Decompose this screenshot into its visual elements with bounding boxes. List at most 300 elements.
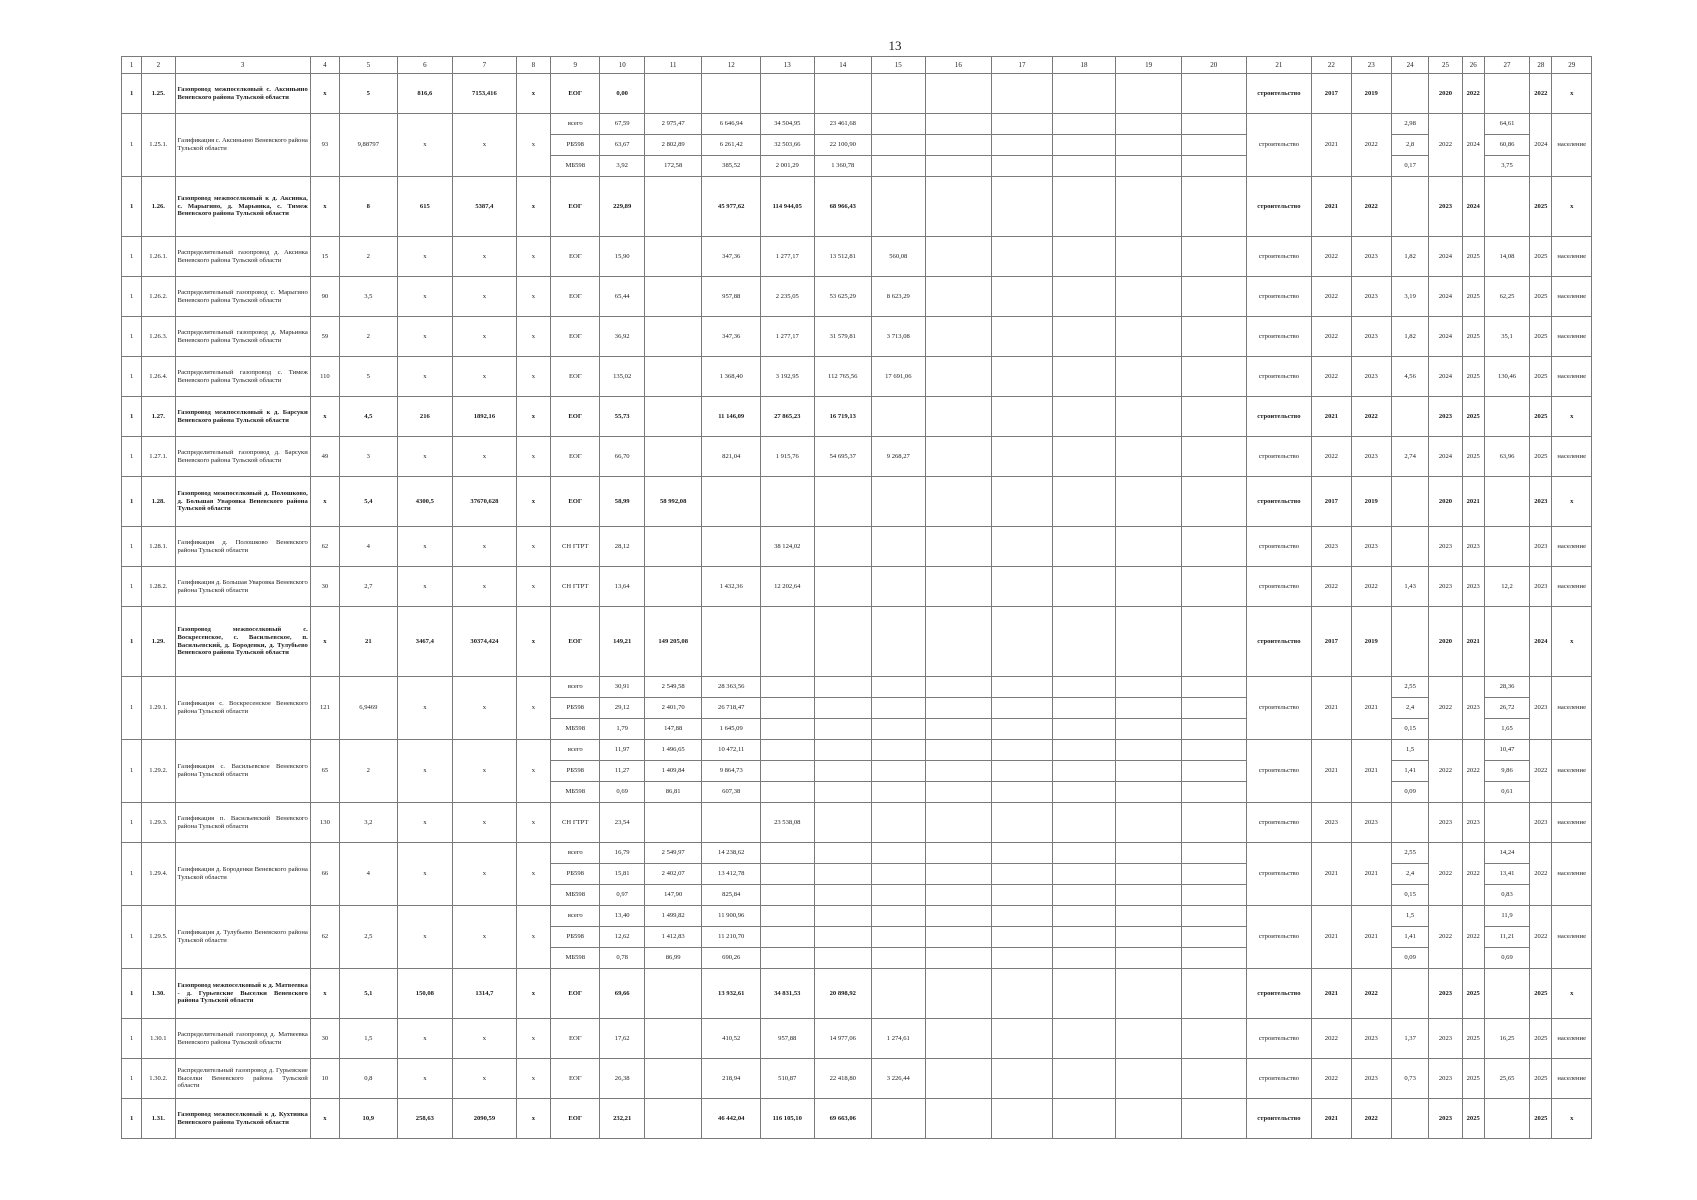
year-cell: 2024 xyxy=(1462,114,1484,177)
empty-cell xyxy=(992,397,1053,437)
item-number-cell: 1.29.1. xyxy=(142,677,175,740)
year-amount-cell: 1 432,36 xyxy=(702,567,761,607)
empty-cell xyxy=(1116,1019,1182,1059)
end-year-cell: 2019 xyxy=(1351,74,1391,114)
year-amount-cell xyxy=(644,803,702,843)
total-cost-cell: 23,54 xyxy=(600,803,644,843)
empty-cell xyxy=(1116,969,1182,1019)
year-cell: 2022 xyxy=(1462,74,1484,114)
total-cost-cell: 0,78 xyxy=(600,948,644,969)
total-cost-cell: 69,66 xyxy=(600,969,644,1019)
empty-cell xyxy=(925,317,992,357)
category-cell: х xyxy=(1552,1099,1592,1139)
year-amount-cell: 2 401,70 xyxy=(644,698,702,719)
item-number-cell: 1.27. xyxy=(142,397,175,437)
table-row xyxy=(122,906,1592,927)
value-cell xyxy=(1391,177,1428,237)
year-amount-cell: 69 663,06 xyxy=(814,1099,872,1139)
empty-cell xyxy=(1181,1059,1246,1099)
year-cell: 2025 xyxy=(1462,397,1484,437)
year-amount-cell xyxy=(761,698,815,719)
work-type-cell: строительство xyxy=(1246,969,1312,1019)
length-km-cell: 5 xyxy=(340,357,398,397)
section-cell: 1 xyxy=(122,740,142,803)
empty-cell xyxy=(992,1099,1053,1139)
col8-cell: х xyxy=(516,567,550,607)
year-cell: 2022 xyxy=(1429,740,1462,803)
empty-cell xyxy=(992,317,1053,357)
col8-cell: х xyxy=(516,277,550,317)
empty-cell xyxy=(1116,114,1182,135)
empty-cell xyxy=(992,1059,1053,1099)
total-cost-cell: 3,92 xyxy=(600,156,644,177)
object-name-cell: Распределительный газопровод д. Гурьевские Выселки Веневского района Тульской области xyxy=(175,1059,310,1099)
category-cell: население xyxy=(1552,437,1592,477)
year-cell: 2020 xyxy=(1429,607,1462,677)
total-cost-cell: 11,27 xyxy=(600,761,644,782)
year-amount-cell xyxy=(872,803,926,843)
empty-cell xyxy=(925,803,992,843)
value-cell: 1,65 xyxy=(1484,719,1529,740)
empty-cell xyxy=(925,156,992,177)
value-cell xyxy=(1484,177,1529,237)
year-amount-cell xyxy=(761,885,815,906)
object-name-cell: Распределительный газопровод д. Матвеевка Веневского района Тульской области xyxy=(175,1019,310,1059)
empty-cell xyxy=(992,782,1053,803)
empty-cell xyxy=(925,864,992,885)
funding-source-cell: ЕОГ xyxy=(551,1059,600,1099)
value-cell: 2,98 xyxy=(1391,114,1428,135)
year-amount-cell xyxy=(644,527,702,567)
empty-cell xyxy=(925,719,992,740)
funding-source-cell: РБ598 xyxy=(551,927,600,948)
empty-cell xyxy=(992,277,1053,317)
start-year-cell: 2021 xyxy=(1312,677,1351,740)
empty-cell xyxy=(1052,927,1116,948)
value-cell: 0,83 xyxy=(1484,885,1529,906)
total-cost-cell: 11,97 xyxy=(600,740,644,761)
value-cell: 26,72 xyxy=(1484,698,1529,719)
length-km-cell: 0,8 xyxy=(340,1059,398,1099)
empty-cell xyxy=(1052,677,1116,698)
value-cell xyxy=(1391,74,1428,114)
year-amount-cell: 172,58 xyxy=(644,156,702,177)
year-amount-cell: 1 368,40 xyxy=(702,357,761,397)
length-km-cell: 4,5 xyxy=(340,397,398,437)
year-amount-cell: 957,88 xyxy=(702,277,761,317)
start-year-cell: 2021 xyxy=(1312,843,1351,906)
empty-cell xyxy=(1052,135,1116,156)
work-type-cell: строительство xyxy=(1246,357,1312,397)
households-cell: 110 xyxy=(310,357,339,397)
column-number-cell: 6 xyxy=(397,57,453,74)
year-amount-cell xyxy=(872,397,926,437)
households-cell: 65 xyxy=(310,740,339,803)
value-cell: 62,25 xyxy=(1484,277,1529,317)
section-cell: 1 xyxy=(122,1019,142,1059)
households-cell: 30 xyxy=(310,567,339,607)
funding-source-cell: РБ598 xyxy=(551,761,600,782)
col8-cell: х xyxy=(516,803,550,843)
year-amount-cell xyxy=(872,906,926,927)
start-year-cell: 2022 xyxy=(1312,437,1351,477)
year-cell: 2023 xyxy=(1462,803,1484,843)
empty-cell xyxy=(1116,237,1182,277)
end-year-cell: 2023 xyxy=(1351,1019,1391,1059)
year-amount-cell: 3 713,08 xyxy=(872,317,926,357)
funding-source-cell: МБ598 xyxy=(551,885,600,906)
col8-cell: х xyxy=(516,477,550,527)
empty-cell xyxy=(1052,1019,1116,1059)
empty-cell xyxy=(992,437,1053,477)
year-amount-cell xyxy=(702,803,761,843)
empty-cell xyxy=(1052,782,1116,803)
year-cell: 2025 xyxy=(1530,1059,1552,1099)
year-cell: 2024 xyxy=(1429,317,1462,357)
empty-cell xyxy=(1052,177,1116,237)
value-cell: 14,08 xyxy=(1484,237,1529,277)
year-amount-cell xyxy=(761,607,815,677)
column-number-cell: 19 xyxy=(1116,57,1182,74)
column-number-cell: 28 xyxy=(1530,57,1552,74)
cost-cell: х xyxy=(453,567,517,607)
year-amount-cell: 14 238,62 xyxy=(702,843,761,864)
year-cell: 2022 xyxy=(1429,906,1462,969)
category-cell: население xyxy=(1552,317,1592,357)
column-number-cell: 5 xyxy=(340,57,398,74)
section-cell: 1 xyxy=(122,803,142,843)
section-cell: 1 xyxy=(122,567,142,607)
year-cell: 2024 xyxy=(1462,177,1484,237)
value-cell: 63,96 xyxy=(1484,437,1529,477)
year-amount-cell xyxy=(761,719,815,740)
column-number-cell: 2 xyxy=(142,57,175,74)
empty-cell xyxy=(1181,885,1246,906)
object-name-cell: Газификация д. Большая Уваровка Веневского района Тульской области xyxy=(175,567,310,607)
value-cell xyxy=(1391,803,1428,843)
value-cell: 11,21 xyxy=(1484,927,1529,948)
year-amount-cell: 6 646,94 xyxy=(702,114,761,135)
table-row xyxy=(122,74,1592,114)
empty-cell xyxy=(1052,607,1116,677)
work-type-cell: строительство xyxy=(1246,1019,1312,1059)
year-amount-cell: 385,52 xyxy=(702,156,761,177)
table-row xyxy=(122,1059,1592,1099)
year-amount-cell: 11 146,09 xyxy=(702,397,761,437)
start-year-cell: 2022 xyxy=(1312,357,1351,397)
object-name-cell: Газификация д. Полошково Веневского района Тульской области xyxy=(175,527,310,567)
cost-cell: 2090,59 xyxy=(453,1099,517,1139)
start-year-cell: 2021 xyxy=(1312,114,1351,177)
gas-volume-cell: х xyxy=(397,237,453,277)
empty-cell xyxy=(1116,317,1182,357)
year-amount-cell xyxy=(814,719,872,740)
empty-cell xyxy=(925,74,992,114)
total-cost-cell: 63,67 xyxy=(600,135,644,156)
funding-source-cell: всего xyxy=(551,906,600,927)
category-cell: население xyxy=(1552,740,1592,803)
empty-cell xyxy=(925,1059,992,1099)
empty-cell xyxy=(1052,114,1116,135)
gas-volume-cell: 258,63 xyxy=(397,1099,453,1139)
value-cell: 1,43 xyxy=(1391,567,1428,607)
year-amount-cell: 147,88 xyxy=(644,719,702,740)
section-cell: 1 xyxy=(122,906,142,969)
work-type-cell: строительство xyxy=(1246,607,1312,677)
value-cell: 14,24 xyxy=(1484,843,1529,864)
cost-cell: х xyxy=(453,317,517,357)
empty-cell xyxy=(1181,277,1246,317)
column-number-row xyxy=(122,57,1592,74)
empty-cell xyxy=(1052,948,1116,969)
empty-cell xyxy=(1181,969,1246,1019)
column-number-cell: 1 xyxy=(122,57,142,74)
value-cell xyxy=(1391,607,1428,677)
work-type-cell: строительство xyxy=(1246,527,1312,567)
empty-cell xyxy=(992,906,1053,927)
value-cell: 13,41 xyxy=(1484,864,1529,885)
year-amount-cell: 11 210,70 xyxy=(702,927,761,948)
year-cell: 2022 xyxy=(1429,114,1462,177)
year-cell: 2023 xyxy=(1429,1059,1462,1099)
cost-cell: х xyxy=(453,277,517,317)
funding-source-cell: ЕОГ xyxy=(551,437,600,477)
year-amount-cell xyxy=(644,177,702,237)
year-amount-cell: 6 261,42 xyxy=(702,135,761,156)
year-amount-cell: 1 645,09 xyxy=(702,719,761,740)
year-amount-cell xyxy=(814,843,872,864)
year-cell: 2020 xyxy=(1429,74,1462,114)
empty-cell xyxy=(1116,397,1182,437)
column-number-cell: 18 xyxy=(1052,57,1116,74)
empty-cell xyxy=(1116,843,1182,864)
empty-cell xyxy=(1181,1019,1246,1059)
year-cell: 2023 xyxy=(1462,677,1484,740)
year-amount-cell xyxy=(872,782,926,803)
funding-source-cell: ЕОГ xyxy=(551,969,600,1019)
column-number-cell: 4 xyxy=(310,57,339,74)
empty-cell xyxy=(925,357,992,397)
end-year-cell: 2023 xyxy=(1351,357,1391,397)
empty-cell xyxy=(1052,477,1116,527)
year-amount-cell: 957,88 xyxy=(761,1019,815,1059)
object-name-cell: Газификация д. Тулубьево Веневского района Тульской области xyxy=(175,906,310,969)
empty-cell xyxy=(1052,719,1116,740)
table-row xyxy=(122,607,1592,677)
year-amount-cell: 22 418,80 xyxy=(814,1059,872,1099)
work-type-cell: строительство xyxy=(1246,906,1312,969)
total-cost-cell: 135,02 xyxy=(600,357,644,397)
section-cell: 1 xyxy=(122,437,142,477)
work-type-cell: строительство xyxy=(1246,237,1312,277)
end-year-cell: 2021 xyxy=(1351,843,1391,906)
year-amount-cell: 347,36 xyxy=(702,237,761,277)
empty-cell xyxy=(1181,177,1246,237)
year-cell: 2022 xyxy=(1530,740,1552,803)
empty-cell xyxy=(925,1019,992,1059)
empty-cell xyxy=(1116,156,1182,177)
col8-cell: х xyxy=(516,357,550,397)
section-cell: 1 xyxy=(122,677,142,740)
empty-cell xyxy=(1116,357,1182,397)
category-cell: население xyxy=(1552,114,1592,177)
empty-cell xyxy=(992,719,1053,740)
start-year-cell: 2022 xyxy=(1312,277,1351,317)
col8-cell: х xyxy=(516,237,550,277)
col8-cell: х xyxy=(516,527,550,567)
year-amount-cell: 149 205,08 xyxy=(644,607,702,677)
funding-source-cell: ЕОГ xyxy=(551,277,600,317)
year-cell: 2025 xyxy=(1530,357,1552,397)
item-number-cell: 1.29.2. xyxy=(142,740,175,803)
table-row xyxy=(122,177,1592,237)
value-cell: 3,19 xyxy=(1391,277,1428,317)
gas-volume-cell: х xyxy=(397,803,453,843)
households-cell: 59 xyxy=(310,317,339,357)
item-number-cell: 1.28.2. xyxy=(142,567,175,607)
length-km-cell: 3 xyxy=(340,437,398,477)
column-number-cell: 26 xyxy=(1462,57,1484,74)
empty-cell xyxy=(992,527,1053,567)
year-amount-cell xyxy=(644,1099,702,1139)
year-amount-cell: 14 977,06 xyxy=(814,1019,872,1059)
value-cell xyxy=(1484,397,1529,437)
year-amount-cell: 12 202,64 xyxy=(761,567,815,607)
year-amount-cell: 112 765,56 xyxy=(814,357,872,397)
gas-volume-cell: х xyxy=(397,843,453,906)
year-amount-cell: 1 915,76 xyxy=(761,437,815,477)
empty-cell xyxy=(992,927,1053,948)
year-cell: 2024 xyxy=(1530,114,1552,177)
object-name-cell: Газопровод межпоселковый к д. Барсуки Веневского района Тульской области xyxy=(175,397,310,437)
year-cell: 2025 xyxy=(1530,437,1552,477)
value-cell: 1,82 xyxy=(1391,317,1428,357)
empty-cell xyxy=(925,527,992,567)
empty-cell xyxy=(992,357,1053,397)
year-amount-cell: 53 625,29 xyxy=(814,277,872,317)
value-cell: 0,69 xyxy=(1484,948,1529,969)
cost-cell: 5387,4 xyxy=(453,177,517,237)
value-cell xyxy=(1391,527,1428,567)
empty-cell xyxy=(1052,277,1116,317)
year-cell: 2020 xyxy=(1429,477,1462,527)
category-cell: х xyxy=(1552,477,1592,527)
value-cell: 2,4 xyxy=(1391,864,1428,885)
value-cell: 0,09 xyxy=(1391,948,1428,969)
item-number-cell: 1.25.1. xyxy=(142,114,175,177)
cost-cell: х xyxy=(453,437,517,477)
funding-source-cell: ЕОГ xyxy=(551,1019,600,1059)
year-amount-cell xyxy=(872,607,926,677)
end-year-cell: 2022 xyxy=(1351,114,1391,177)
empty-cell xyxy=(925,677,992,698)
gas-volume-cell: х xyxy=(397,567,453,607)
funding-source-cell: всего xyxy=(551,677,600,698)
empty-cell xyxy=(1052,357,1116,397)
category-cell: х xyxy=(1552,397,1592,437)
object-name-cell: Газопровод межпоселковый с. Аксиньино Веневского района Тульской области xyxy=(175,74,310,114)
end-year-cell: 2022 xyxy=(1351,567,1391,607)
year-cell: 2022 xyxy=(1530,74,1552,114)
object-name-cell: Газификация с. Васильевское Веневского района Тульской области xyxy=(175,740,310,803)
year-amount-cell xyxy=(761,761,815,782)
year-amount-cell xyxy=(814,906,872,927)
value-cell: 1,41 xyxy=(1391,927,1428,948)
table-row xyxy=(122,1019,1592,1059)
year-amount-cell: 2 235,05 xyxy=(761,277,815,317)
empty-cell xyxy=(1181,677,1246,698)
page-number: 13 xyxy=(888,38,902,53)
work-type-cell: строительство xyxy=(1246,477,1312,527)
funding-source-cell: МБ598 xyxy=(551,948,600,969)
empty-cell xyxy=(1052,397,1116,437)
section-cell: 1 xyxy=(122,607,142,677)
year-amount-cell: 1 274,61 xyxy=(872,1019,926,1059)
section-cell: 1 xyxy=(122,114,142,177)
year-cell: 2021 xyxy=(1462,607,1484,677)
year-cell: 2025 xyxy=(1530,237,1552,277)
empty-cell xyxy=(992,135,1053,156)
column-number-cell: 7 xyxy=(453,57,517,74)
year-amount-cell xyxy=(644,237,702,277)
cost-cell: х xyxy=(453,357,517,397)
length-km-cell: 6,9469 xyxy=(340,677,398,740)
empty-cell xyxy=(1116,927,1182,948)
table-row xyxy=(122,397,1592,437)
value-cell xyxy=(1391,397,1428,437)
empty-cell xyxy=(1181,761,1246,782)
year-cell: 2023 xyxy=(1462,527,1484,567)
empty-cell xyxy=(925,698,992,719)
table-row xyxy=(122,317,1592,357)
year-amount-cell xyxy=(644,277,702,317)
empty-cell xyxy=(992,477,1053,527)
households-cell: х xyxy=(310,177,339,237)
section-cell: 1 xyxy=(122,843,142,906)
year-cell: 2023 xyxy=(1530,677,1552,740)
funding-source-cell: ЕОГ xyxy=(551,74,600,114)
year-amount-cell xyxy=(761,677,815,698)
year-amount-cell xyxy=(814,885,872,906)
col8-cell: х xyxy=(516,906,550,969)
empty-cell xyxy=(925,1099,992,1139)
start-year-cell: 2021 xyxy=(1312,177,1351,237)
year-amount-cell xyxy=(872,527,926,567)
empty-cell xyxy=(1052,885,1116,906)
empty-cell xyxy=(1052,698,1116,719)
gas-volume-cell: х xyxy=(397,677,453,740)
year-amount-cell: 27 865,23 xyxy=(761,397,815,437)
funding-source-cell: МБ598 xyxy=(551,719,600,740)
item-number-cell: 1.29.4. xyxy=(142,843,175,906)
year-amount-cell xyxy=(872,843,926,864)
year-amount-cell: 31 579,81 xyxy=(814,317,872,357)
gas-volume-cell: 216 xyxy=(397,397,453,437)
year-amount-cell: 2 402,07 xyxy=(644,864,702,885)
empty-cell xyxy=(1181,317,1246,357)
object-name-cell: Газопровод межпоселковый к д. Кухтинка Веневского района Тульской области xyxy=(175,1099,310,1139)
length-km-cell: 5 xyxy=(340,74,398,114)
work-type-cell: строительство xyxy=(1246,317,1312,357)
year-amount-cell: 8 623,29 xyxy=(872,277,926,317)
year-cell: 2025 xyxy=(1462,237,1484,277)
year-cell: 2023 xyxy=(1429,803,1462,843)
item-number-cell: 1.29.5. xyxy=(142,906,175,969)
empty-cell xyxy=(925,906,992,927)
year-amount-cell: 9 268,27 xyxy=(872,437,926,477)
year-cell: 2025 xyxy=(1462,1019,1484,1059)
column-number-cell: 13 xyxy=(761,57,815,74)
